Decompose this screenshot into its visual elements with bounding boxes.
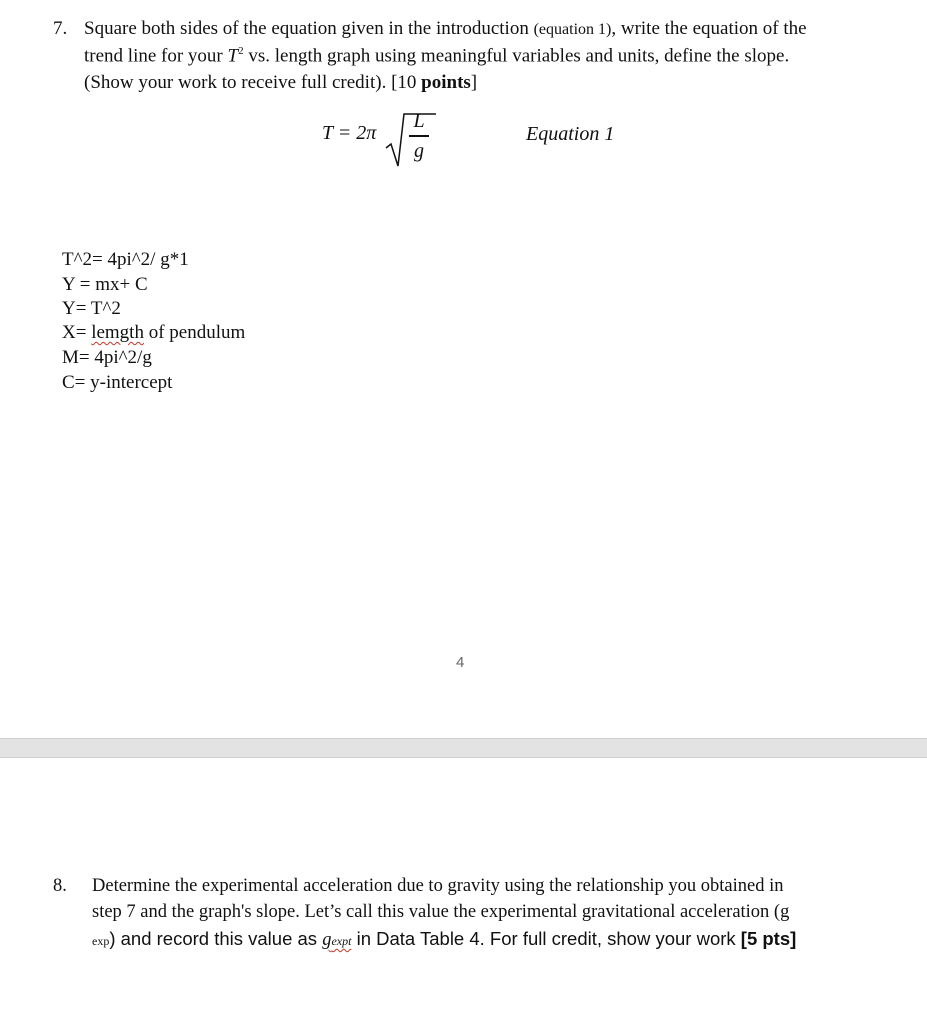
page-break-gap [0, 738, 927, 758]
equation-fraction [405, 110, 433, 162]
answer-line-4: X= lemgth of pendulum [62, 322, 246, 343]
question-8-line-2: step 7 and the graph's slope. Let’s call this value the experimental gravitational acceleration (g [92, 902, 790, 922]
question-8-line-1: Determine the experimental acceleration due to gravity using the relationship you obtained in [92, 876, 784, 896]
equation-lhs: T = 2π [322, 122, 377, 144]
question-8-number: 8. [53, 876, 67, 896]
answer-line-3: Y= T^2 [62, 298, 121, 319]
equation-1 [322, 110, 442, 170]
answer-line-6: C= y-intercept [62, 372, 173, 393]
question-8-line-3: exp) and record this value as gexpt in Data Table 4. For full credit, show your work [5 pts] [92, 928, 797, 950]
question-7-line-2: trend line for your $T^2$ vs. length graph using meaningful variables and units, define the slope. [84, 45, 790, 67]
equation-numerator: L [413, 110, 425, 132]
answer-line-5: M= 4pi^2/g [62, 347, 152, 368]
question-7-line-3: (Show your work to receive full credit). [10 points] [84, 72, 478, 93]
equation-label: Equation 1 [526, 123, 615, 145]
misspelled-word: lemgth [91, 322, 144, 343]
equation-denominator: g [414, 139, 424, 162]
page-number: 4 [456, 654, 465, 671]
question-7-line-1: Square both sides of the equation given in the introduction (equation 1), write the equation of the [84, 18, 807, 39]
answer-line-1: T^2= 4pi^2/ g*1 [62, 249, 189, 270]
g-expt-symbol: gexpt [322, 930, 352, 950]
question-7-number: 7. [53, 18, 68, 39]
answer-line-2: Y = mx+ C [62, 274, 148, 295]
